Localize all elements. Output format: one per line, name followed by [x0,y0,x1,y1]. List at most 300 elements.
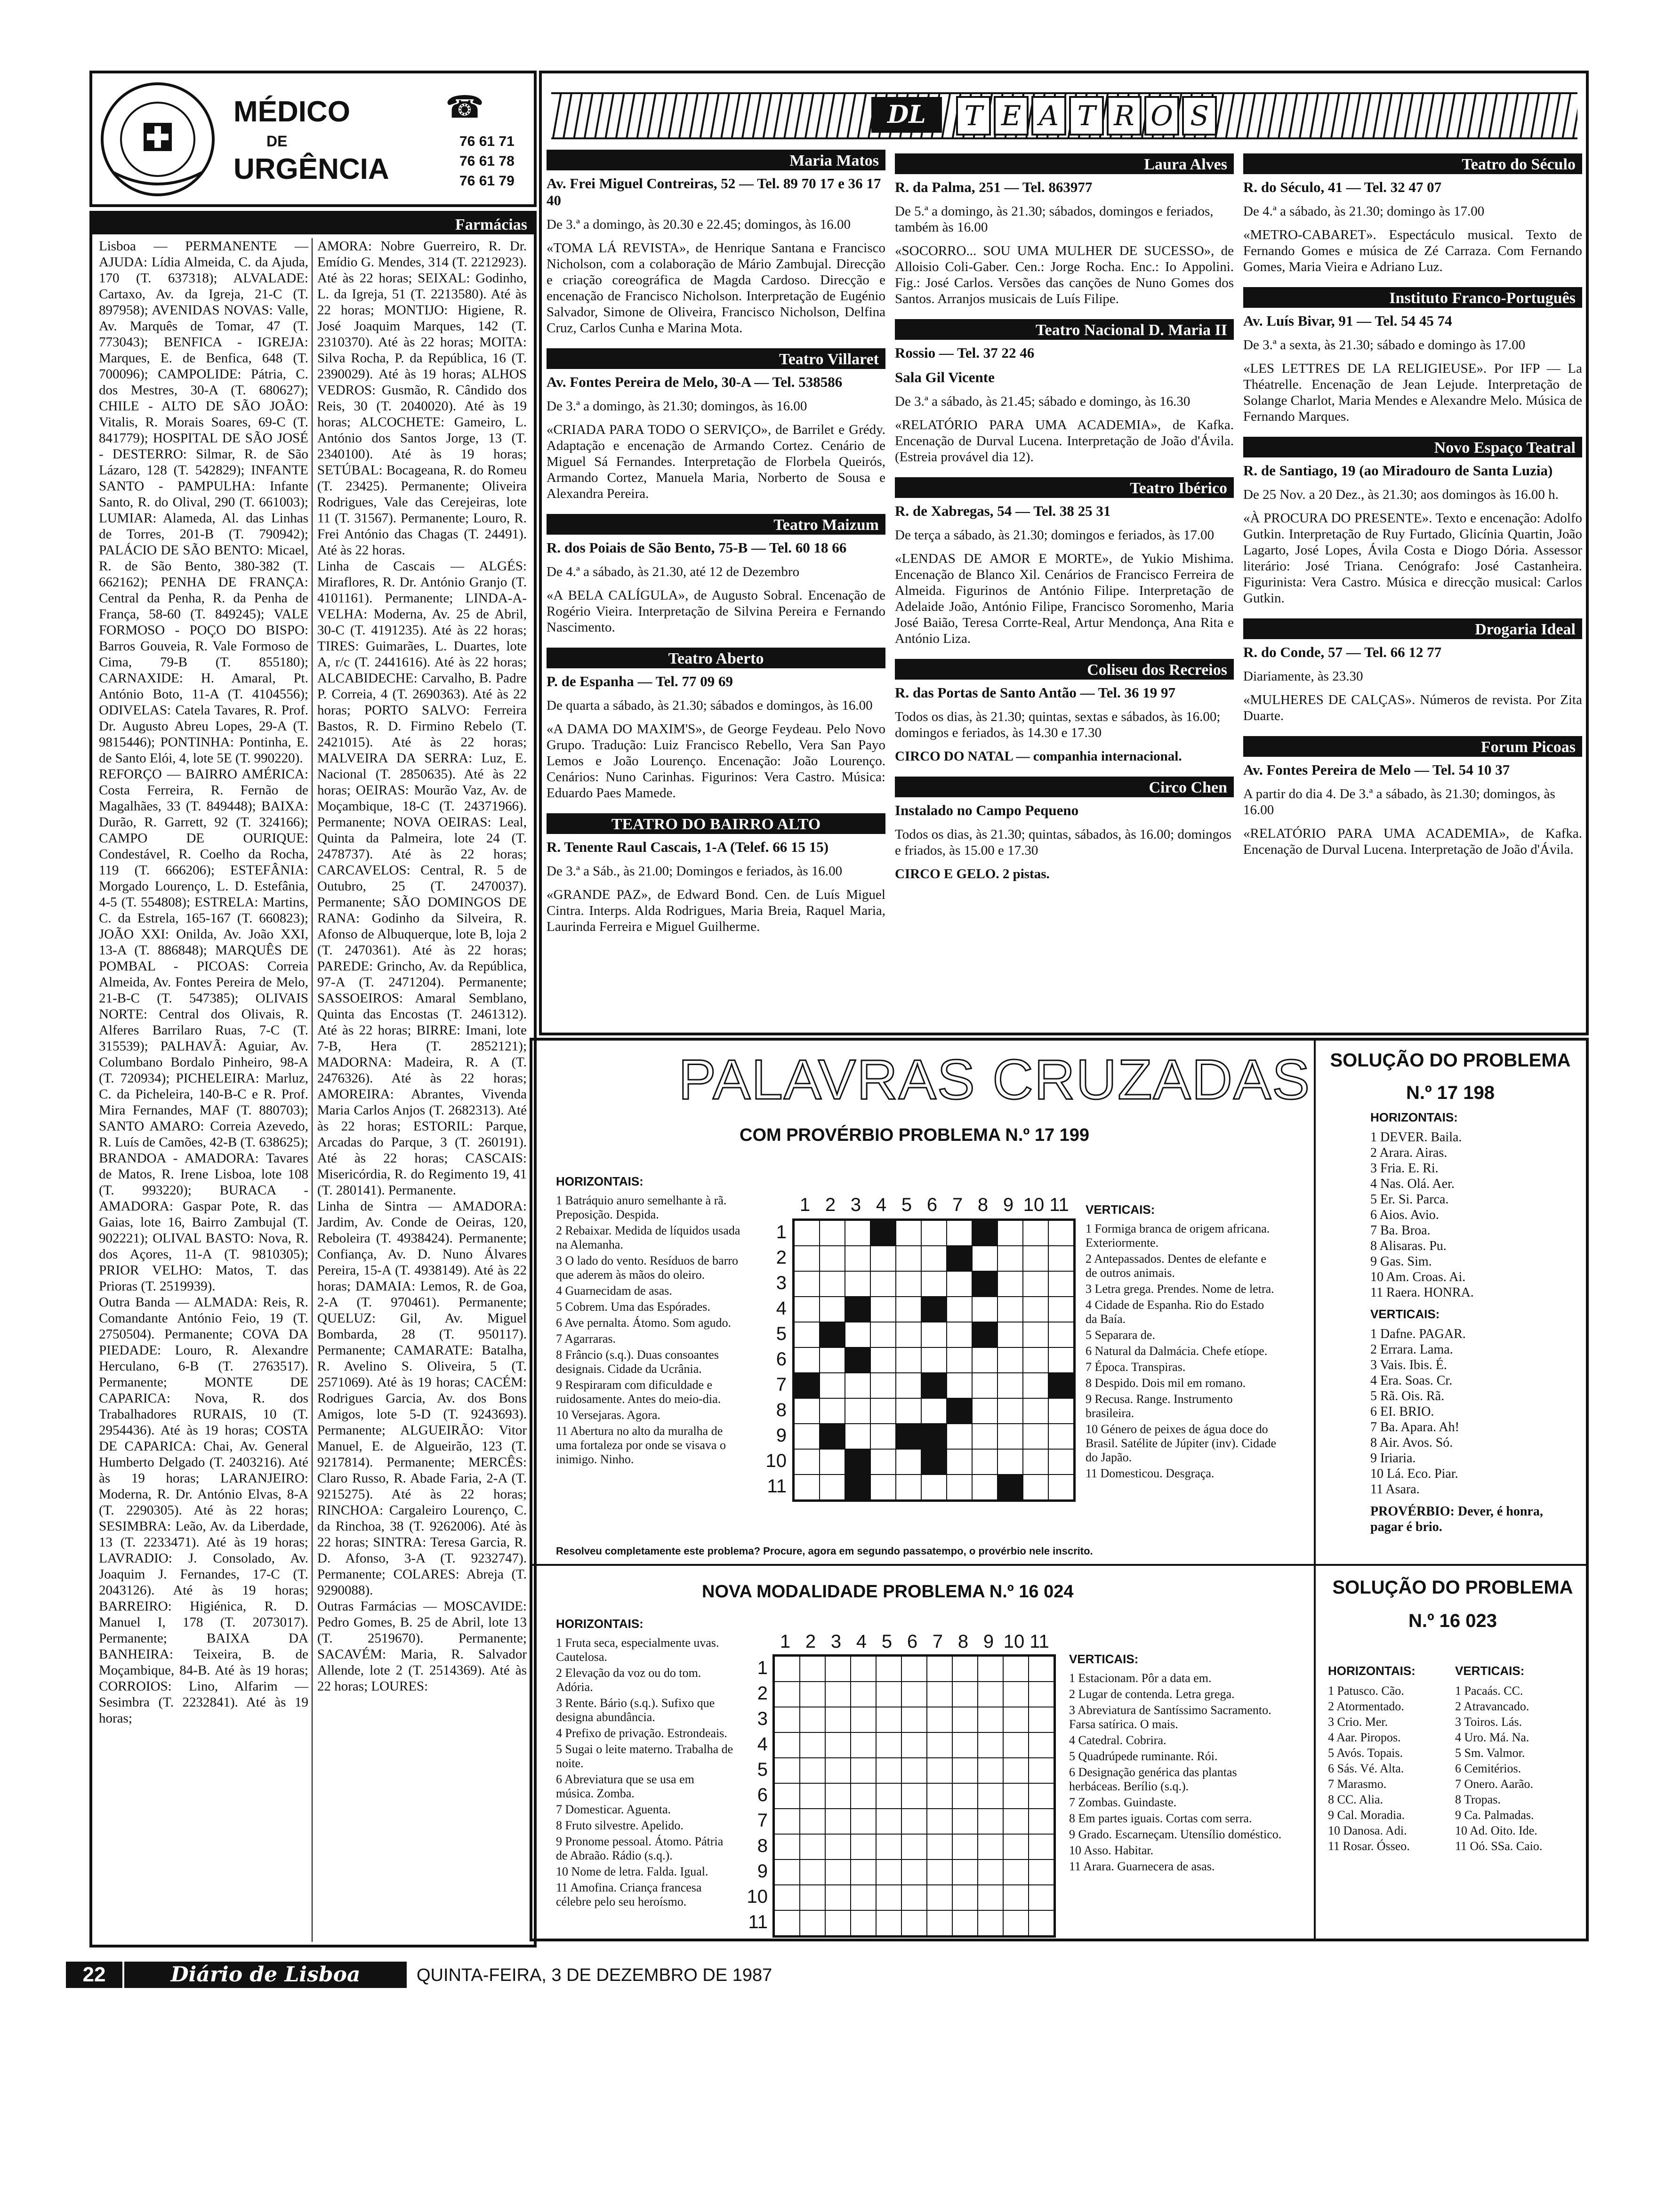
grid-cell[interactable] [1023,1475,1048,1500]
grid-cell[interactable] [1003,1783,1029,1809]
grid-cell[interactable] [1048,1246,1074,1271]
grid-cell[interactable] [1048,1475,1074,1500]
grid-cell[interactable] [947,1449,972,1475]
grid-cell[interactable] [845,1449,870,1475]
grid-cell[interactable] [896,1271,921,1297]
grid-cell[interactable] [901,1758,927,1783]
row-number: 7 [776,1374,787,1395]
grid-cell[interactable] [901,1656,927,1682]
grid-cell[interactable] [794,1475,820,1500]
grid-cell[interactable] [870,1449,896,1475]
grid-cell[interactable] [896,1398,921,1424]
grid-cell[interactable] [952,1707,978,1732]
grid-cell[interactable] [1003,1707,1029,1732]
grid-cell[interactable] [1003,1809,1029,1834]
grid-cell[interactable] [870,1271,896,1297]
grid-cell[interactable] [820,1322,845,1347]
grid-cell[interactable] [1003,1834,1029,1859]
banner-letter: O [1144,96,1179,136]
grid-cell[interactable] [947,1373,972,1398]
grid-cell[interactable] [870,1220,896,1246]
grid-cell[interactable] [1023,1271,1048,1297]
grid-cell[interactable] [896,1373,921,1398]
grid-cell[interactable] [800,1783,825,1809]
solution-line: 5 Rã. Ois. Rã. [1370,1389,1445,1403]
grid-cell[interactable] [820,1449,845,1475]
clue: 9 Pronome pessoal. Átomo. Pátria de Abraão. Rádio (s.q.). [556,1835,724,1862]
grid-cell[interactable] [896,1297,921,1322]
grid-cell[interactable] [1003,1859,1029,1885]
grid-cell[interactable] [947,1424,972,1449]
grid-cell[interactable] [1023,1347,1048,1373]
grid-cell[interactable] [1048,1322,1074,1347]
clue: 1 Formiga branca de origem africana. Exteriormente. [1086,1222,1270,1250]
grid-cell[interactable] [876,1707,901,1732]
grid-cell[interactable] [972,1322,997,1347]
grid-cell[interactable] [896,1246,921,1271]
grid-cell[interactable] [947,1297,972,1322]
banner-letter: A [1031,96,1066,136]
grid-cell[interactable] [927,1910,952,1936]
grid-cell[interactable] [1023,1297,1048,1322]
grid-cell[interactable] [825,1859,851,1885]
solution-title: SOLUÇÃO DO PROBLEMA [1330,1050,1571,1071]
grid-cell[interactable] [997,1322,1023,1347]
row-number: 6 [776,1349,787,1370]
sol2-h-col [1328,1657,1450,1854]
grid-cell[interactable] [774,1707,800,1732]
grid-cell[interactable] [800,1809,825,1834]
clue: 9 Respiraram com dificuldade e ruidosamente. Antes do meio-dia. [556,1378,721,1406]
crossword-grid-1[interactable] [792,1218,1076,1502]
grid-cell[interactable] [978,1910,1003,1936]
grid-cell[interactable] [1003,1758,1029,1783]
grid-cell[interactable] [952,1682,978,1707]
grid-cell[interactable] [774,1656,800,1682]
grid-cell[interactable] [947,1271,972,1297]
grid-cell[interactable] [794,1347,820,1373]
row-number: 11 [748,1912,768,1932]
grid-cell[interactable] [901,1732,927,1758]
grid-cell[interactable] [851,1885,876,1910]
grid-cell[interactable] [1029,1758,1054,1783]
theatre-name: Teatro Ibérico [895,477,1234,498]
grid-cell[interactable] [921,1220,947,1246]
grid-cell[interactable] [921,1322,947,1347]
grid-cell[interactable] [851,1707,876,1732]
grid-cell[interactable] [927,1758,952,1783]
grid-cell[interactable] [947,1347,972,1373]
grid-cell[interactable] [978,1707,1003,1732]
grid-cell[interactable] [876,1758,901,1783]
solution-line: 6 Aios. Avio. [1370,1208,1439,1222]
grid-cell[interactable] [997,1373,1023,1398]
grid-cell[interactable] [921,1271,947,1297]
grid-cell[interactable] [774,1682,800,1707]
grid-cell[interactable] [800,1859,825,1885]
grid-cell[interactable] [870,1398,896,1424]
grid-cell[interactable] [896,1449,921,1475]
grid-cell[interactable] [947,1322,972,1347]
grid-cell[interactable] [1029,1885,1054,1910]
grid-cell[interactable] [921,1475,947,1500]
grid-cell[interactable] [1048,1271,1074,1297]
grid-cell[interactable] [845,1220,870,1246]
grid-cell[interactable] [794,1424,820,1449]
grid-cell[interactable] [997,1424,1023,1449]
clue: 6 Ave pernalta. Átomo. Som agudo. [556,1316,732,1330]
grid-cell[interactable] [1023,1220,1048,1246]
play-forum-picoas [1243,736,1582,858]
grid-cell[interactable] [851,1758,876,1783]
grid-cell[interactable] [851,1910,876,1936]
grid-cell[interactable] [901,1809,927,1834]
grid-cell[interactable] [952,1885,978,1910]
grid-cell[interactable] [952,1859,978,1885]
grid-cell[interactable] [901,1783,927,1809]
grid-cell[interactable] [896,1347,921,1373]
solution-line: 4 Aar. Piropos. [1328,1731,1401,1744]
grid-cell[interactable] [825,1834,851,1859]
grid-cell[interactable] [1029,1656,1054,1682]
grid-cell[interactable] [972,1246,997,1271]
grid-cell[interactable] [1048,1347,1074,1373]
grid-cell[interactable] [1048,1373,1074,1398]
theatre-address: Instalado no Campo Pequeno [895,802,1079,818]
grid-cell[interactable] [947,1220,972,1246]
grid-cell[interactable] [825,1783,851,1809]
grid-cell[interactable] [972,1398,997,1424]
grid-cell[interactable] [1003,1910,1029,1936]
grid-cell[interactable] [1029,1707,1054,1732]
grid-cell[interactable] [845,1322,870,1347]
grid-cell[interactable] [901,1910,927,1936]
grid-cell[interactable] [794,1220,820,1246]
grid-cell[interactable] [927,1885,952,1910]
theatre-address: Rossio — Tel. 37 22 46 [895,345,1035,361]
grid-cell[interactable] [901,1885,927,1910]
row-number: 9 [776,1425,787,1446]
grid-cell[interactable] [997,1398,1023,1424]
grid-cell[interactable] [845,1424,870,1449]
grid-cell[interactable] [774,1910,800,1936]
theatre-desc: «A BELA CALÍGULA», de Augusto Sobral. Encenação de Rogério Vieira. Interpretação de Silvina Pereira e Fernando Nascimento. [547,588,885,635]
grid-cell[interactable] [952,1834,978,1859]
grid-cell[interactable] [972,1475,997,1500]
grid-cell[interactable] [978,1809,1003,1834]
grid-cell[interactable] [820,1271,845,1297]
grid-cell[interactable] [978,1656,1003,1682]
grid-cell[interactable] [794,1449,820,1475]
clue: 10 Asso. Habitar. [1069,1843,1154,1857]
grid-cell[interactable] [1029,1783,1054,1809]
verticais-label: VERTICAIS: [1455,1664,1525,1678]
grid-cell[interactable] [896,1322,921,1347]
grid-cell[interactable] [845,1271,870,1297]
grid-cell[interactable] [876,1732,901,1758]
horizontais-label: HORIZONTAIS: [1370,1110,1458,1124]
grid-cell[interactable] [952,1732,978,1758]
grid-cell[interactable] [825,1910,851,1936]
grid-cell[interactable] [972,1220,997,1246]
grid-cell[interactable] [845,1347,870,1373]
grid-cell[interactable] [1048,1449,1074,1475]
solution-line: 8 CC. Alia. [1328,1793,1384,1806]
col-number: 3 [830,1631,842,1652]
grid-cell[interactable] [997,1271,1023,1297]
grid-cell[interactable] [845,1398,870,1424]
grid-cell[interactable] [1003,1885,1029,1910]
grid-cell[interactable] [851,1682,876,1707]
clue: 7 Agarraras. [556,1332,616,1346]
grid-cell[interactable] [921,1347,947,1373]
grid1-row-numbers [763,1219,787,1499]
grid-cell[interactable] [774,1758,800,1783]
grid-cell[interactable] [896,1220,921,1246]
grid-cell[interactable] [820,1475,845,1500]
grid-cell[interactable] [952,1809,978,1834]
grid-cell[interactable] [1048,1424,1074,1449]
grid-cell[interactable] [851,1783,876,1809]
grid-cell[interactable] [1023,1373,1048,1398]
grid-cell[interactable] [1029,1682,1054,1707]
row-number: 4 [776,1298,787,1319]
grid-cell[interactable] [794,1297,820,1322]
grid-cell[interactable] [972,1271,997,1297]
play-laura-alves [895,153,1234,307]
grid-cell[interactable] [1048,1398,1074,1424]
grid-cell[interactable] [901,1859,927,1885]
grid-cell[interactable] [997,1449,1023,1475]
grid-cell[interactable] [978,1732,1003,1758]
grid-cell[interactable] [947,1246,972,1271]
grid-cell[interactable] [870,1246,896,1271]
grid-cell[interactable] [794,1271,820,1297]
grid-cell[interactable] [800,1656,825,1682]
grid-cell[interactable] [927,1783,952,1809]
grid-cell[interactable] [972,1449,997,1475]
grid-cell[interactable] [851,1732,876,1758]
grid-cell[interactable] [876,1682,901,1707]
grid-cell[interactable] [794,1373,820,1398]
grid-cell[interactable] [896,1424,921,1449]
grid-cell[interactable] [845,1475,870,1500]
grid-cell[interactable] [870,1347,896,1373]
play-maria-matos [547,150,885,336]
grid-cell[interactable] [876,1809,901,1834]
grid-cell[interactable] [1003,1656,1029,1682]
grid-cell[interactable] [774,1783,800,1809]
grid-cell[interactable] [820,1347,845,1373]
grid-cell[interactable] [820,1373,845,1398]
grid-cell[interactable] [896,1475,921,1500]
grid-cell[interactable] [927,1809,952,1834]
grid-cell[interactable] [820,1297,845,1322]
grid-cell[interactable] [820,1220,845,1246]
grid-cell[interactable] [794,1398,820,1424]
p2-horizontais [556,1610,735,1911]
grid-cell[interactable] [972,1373,997,1398]
grid-cell[interactable] [978,1783,1003,1809]
grid-cell[interactable] [1003,1682,1029,1707]
grid-cell[interactable] [876,1859,901,1885]
grid-cell[interactable] [845,1297,870,1322]
col-number: 7 [952,1194,963,1215]
grid-cell[interactable] [800,1834,825,1859]
clue: 7 Domesticar. Aguenta. [556,1803,671,1816]
grid-cell[interactable] [978,1834,1003,1859]
grid-cell[interactable] [952,1783,978,1809]
grid-cell[interactable] [870,1297,896,1322]
grid-cell[interactable] [921,1373,947,1398]
clue: 4 Cidade de Espanha. Rio do Estado da Baía. [1086,1298,1264,1326]
grid-cell[interactable] [1029,1910,1054,1936]
grid-cell[interactable] [876,1656,901,1682]
grid-cell[interactable] [921,1246,947,1271]
grid-cell[interactable] [921,1424,947,1449]
grid-cell[interactable] [997,1347,1023,1373]
grid-cell[interactable] [774,1834,800,1859]
grid-cell[interactable] [921,1297,947,1322]
grid-cell[interactable] [952,1910,978,1936]
grid-cell[interactable] [876,1834,901,1859]
theatre-desc: «MULHERES DE CALÇAS». Números de revista. Por Zita Duarte. [1243,692,1582,723]
grid-cell[interactable] [800,1910,825,1936]
theatre-schedule: De 4.ª a sábado, às 21.30, até 12 de Dezembro [547,564,800,579]
horizontais-label: HORIZONTAIS: [1328,1664,1416,1678]
grid-cell[interactable] [820,1398,845,1424]
row-number: 2 [757,1683,768,1704]
grid-cell[interactable] [851,1809,876,1834]
grid-cell[interactable] [870,1475,896,1500]
grid-cell[interactable] [1048,1297,1074,1322]
grid-cell[interactable] [978,1859,1003,1885]
col-number: 1 [780,1631,791,1652]
grid-cell[interactable] [997,1297,1023,1322]
grid-cell[interactable] [800,1707,825,1732]
grid-cell[interactable] [794,1246,820,1271]
grid-cell[interactable] [820,1424,845,1449]
grid-cell[interactable] [1029,1732,1054,1758]
grid-cell[interactable] [972,1347,997,1373]
grid-cell[interactable] [1023,1398,1048,1424]
grid-cell[interactable] [978,1758,1003,1783]
grid-cell[interactable] [876,1783,901,1809]
grid-cell[interactable] [972,1424,997,1449]
grid-cell[interactable] [794,1322,820,1347]
theatre-name: Teatro Aberto [547,648,885,668]
grid-cell[interactable] [947,1398,972,1424]
theatre-address: R. da Palma, 251 — Tel. 863977 [895,179,1093,195]
grid-cell[interactable] [901,1682,927,1707]
grid-cell[interactable] [1029,1834,1054,1859]
grid-cell[interactable] [851,1834,876,1859]
grid-cell[interactable] [921,1449,947,1475]
farmacias-box [89,211,537,1948]
grid-cell[interactable] [1023,1246,1048,1271]
clue: 5 Separara de. [1086,1328,1155,1342]
grid-cell[interactable] [870,1322,896,1347]
grid-cell[interactable] [927,1682,952,1707]
grid-cell[interactable] [851,1859,876,1885]
grid-cell[interactable] [774,1732,800,1758]
grid-cell[interactable] [870,1424,896,1449]
theatre-desc: CIRCO DO NATAL — companhia internacional. [895,749,1182,764]
grid-cell[interactable] [774,1809,800,1834]
grid-cell[interactable] [1048,1220,1074,1246]
grid-cell[interactable] [978,1885,1003,1910]
grid-cell[interactable] [927,1732,952,1758]
grid-cell[interactable] [927,1834,952,1859]
grid-cell[interactable] [800,1682,825,1707]
clue: 5 Cobrem. Uma das Espórades. [556,1300,710,1314]
grid-cell[interactable] [870,1373,896,1398]
grid-cell[interactable] [927,1859,952,1885]
grid-cell[interactable] [876,1885,901,1910]
grid-cell[interactable] [825,1885,851,1910]
grid-cell[interactable] [927,1707,952,1732]
grid-cell[interactable] [800,1885,825,1910]
grid-cell[interactable] [1029,1809,1054,1834]
clue: 3 O lado do vento. Resíduos de barro que aderem às mãos do oleiro. [556,1254,739,1282]
grid-cell[interactable] [825,1758,851,1783]
grid-cell[interactable] [997,1246,1023,1271]
grid-cell[interactable] [825,1707,851,1732]
solution-line: 6 Cemitérios. [1455,1762,1521,1775]
grid-cell[interactable] [997,1220,1023,1246]
grid-cell[interactable] [774,1859,800,1885]
grid-cell[interactable] [820,1246,845,1271]
clue: 4 Prefixo de privação. Estrondeais. [556,1726,727,1740]
grid-cell[interactable] [825,1809,851,1834]
theatre-address: R. das Portas de Santo Antão — Tel. 36 19 97 [895,684,1175,701]
grid-cell[interactable] [901,1707,927,1732]
grid-cell[interactable] [1023,1424,1048,1449]
grid-cell[interactable] [825,1656,851,1682]
grid-cell[interactable] [800,1732,825,1758]
col-number: 5 [881,1631,893,1652]
grid-cell[interactable] [1023,1449,1048,1475]
teatros-box [539,71,1589,1035]
grid-cell[interactable] [825,1732,851,1758]
theatre-name: Teatro Maizum [547,514,885,535]
crossword-grid-2[interactable] [772,1654,1056,1938]
grid-cell[interactable] [978,1682,1003,1707]
grid-cell[interactable] [825,1682,851,1707]
clue: 3 Letra grega. Prendes. Nome de letra. [1086,1282,1274,1296]
play-iberico [895,477,1234,647]
grid-cell[interactable] [927,1656,952,1682]
grid-cell[interactable] [774,1885,800,1910]
solution-line: 8 Alisaras. Pu. [1370,1239,1447,1253]
grid-cell[interactable] [851,1656,876,1682]
grid-cell[interactable] [901,1834,927,1859]
grid-cell[interactable] [972,1297,997,1322]
clue: 4 Guarnecidam de asas. [556,1284,672,1298]
grid-cell[interactable] [997,1475,1023,1500]
grid-cell[interactable] [1023,1322,1048,1347]
grid-cell[interactable] [1029,1859,1054,1885]
grid-cell[interactable] [921,1398,947,1424]
grid-cell[interactable] [845,1246,870,1271]
grid-cell[interactable] [952,1656,978,1682]
grid-cell[interactable] [845,1373,870,1398]
grid-cell[interactable] [800,1758,825,1783]
grid-cell[interactable] [952,1758,978,1783]
grid-cell[interactable] [1003,1732,1029,1758]
grid-cell[interactable] [876,1910,901,1936]
grid-cell[interactable] [947,1475,972,1500]
